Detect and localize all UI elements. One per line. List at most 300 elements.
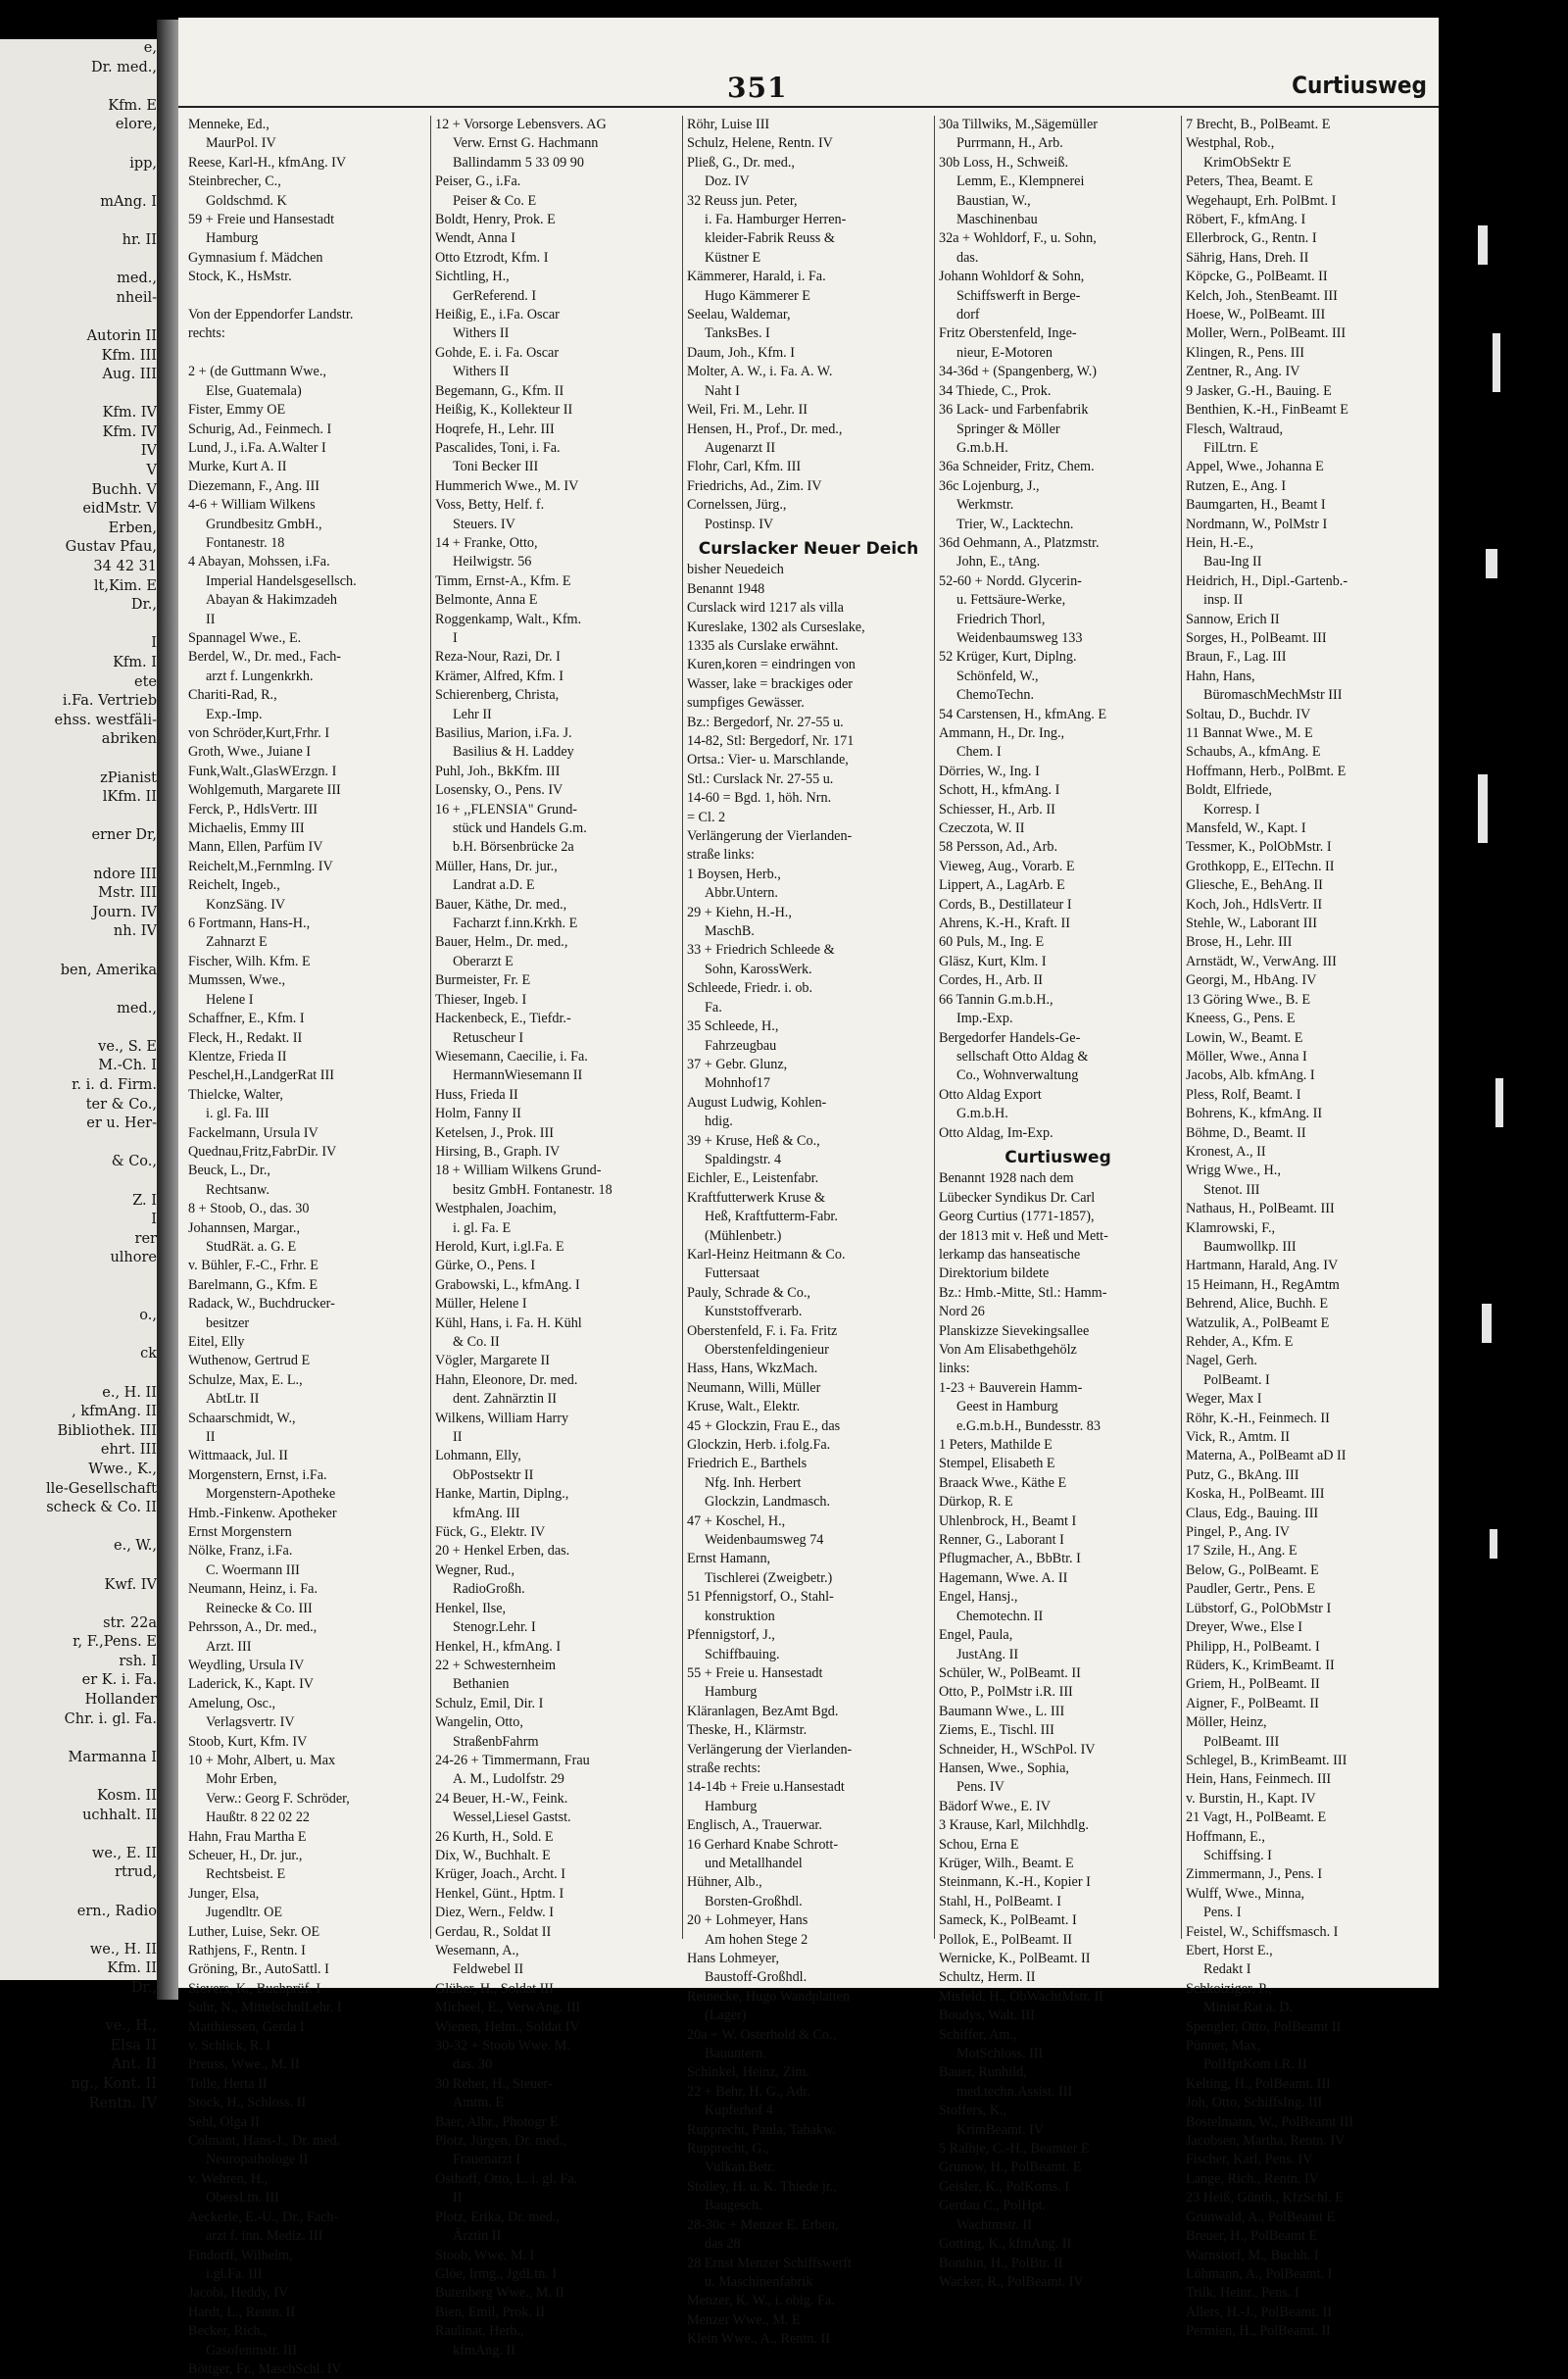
left-page-line: ipp, [129, 155, 157, 172]
entry-continuation: G.m.b.H. [956, 1106, 1008, 1122]
directory-entry: Hoffmann, Herb., PolBmt. E [1186, 763, 1347, 779]
left-page-line: nheil- [116, 289, 157, 306]
directory-entry: Nathaus, H., PolBeamt. III [1186, 1201, 1335, 1217]
directory-entry: Morgenstern, Ernst, i.Fa. [188, 1466, 327, 1483]
left-page-line [0, 1018, 157, 1038]
entry-continuation: Oberstenfeldingenieur [705, 1342, 829, 1358]
directory-entry: Baer, Albr., Photogr E [435, 2113, 559, 2130]
directory-entry: Ortsa.: Vier- u. Marschlande, [687, 752, 849, 768]
entry-continuation: KonzSäng. IV [206, 896, 286, 913]
entry-continuation: Wessel,Liesel Gastst. [453, 1809, 571, 1826]
entry-continuation: Hamburg [705, 1684, 758, 1701]
directory-entry: 30a Tillwiks, M.,Sägemüller [939, 117, 1098, 132]
directory-entry: 14-82, Stl: Bergedorf, Nr. 171 [687, 733, 855, 749]
directory-entry: Kläranlagen, BezAmt Bgd. [687, 1703, 839, 1719]
entry-continuation: med.techn.Assist. III [956, 2083, 1073, 2100]
directory-entry: 4 Abayan, Mohssen, i.Fa. [188, 554, 330, 570]
entry-continuation: e.G.m.b.H., Bundesstr. 83 [956, 1417, 1101, 1434]
entry-continuation: arzt f. inn. Mediz. III [206, 2228, 323, 2245]
directory-entry: 60 Puls, M., Ing. E [939, 934, 1045, 951]
entry-continuation: Weidenbaumsweg 74 [705, 1532, 824, 1549]
entry-continuation: kleider-Fabrik Reuss & [705, 230, 835, 247]
left-page-line [0, 385, 157, 405]
directory-entry: Heißig, K., Kollekteur II [435, 402, 573, 419]
directory-entry: Herold, Kurt, i.gl.Fa. E [435, 1238, 564, 1255]
entry-continuation: Imperial Handelsgesellsch. [206, 572, 357, 589]
directory-entry: 23 Heiß, Günth., KfzSchl. E [1186, 2190, 1344, 2206]
directory-entry: Spannagel Wwe., E. [188, 629, 302, 646]
entry-continuation: PolHptKom i.R. II [1203, 2057, 1307, 2073]
entry-continuation: Rechtsanw. [206, 1181, 270, 1198]
directory-entry: Pfennigstorf, J., [687, 1627, 775, 1644]
directory-entry: 1 Peters, Mathilde E [939, 1437, 1053, 1454]
directory-entry: 10 + Mohr, Albert, u. Max [188, 1752, 336, 1768]
directory-entry: Roggenkamp, Walt., Kfm. [435, 611, 582, 627]
directory-entry: 2 + (de Guttmann Wwe., [188, 364, 326, 380]
directory-entry: Reese, Karl-H., kfmAng. IV [188, 154, 347, 171]
directory-entry: Peters, Thea, Beamt. E [1186, 173, 1313, 190]
left-page-line: er u. Her- [86, 1115, 157, 1132]
directory-entry: 16 + ,,FLENSIA" Grund- [435, 801, 578, 818]
left-page-line: erner Dr, [91, 827, 157, 844]
left-page-line: rer [134, 1230, 157, 1247]
directory-entry: Bohrens, K., kfmAng. II [1186, 1106, 1323, 1122]
directory-entry: 12 + Vorsorge Lebensvers. AG [435, 117, 607, 132]
left-page-line: ehss. westfäli- [54, 712, 157, 728]
directory-entry: Hühner, Alb., [687, 1874, 762, 1891]
directory-entry: Reichelt, Ingeb., [188, 877, 280, 894]
left-page-line: ben, Amerika [60, 962, 157, 978]
directory-entry: v. Burstin, H., Kapt. IV [1186, 1790, 1316, 1807]
directory-entry: Allers, H.-J., PolBeamt. II [1186, 2304, 1332, 2320]
directory-entry: Kämmerer, Harald, i. Fa. [687, 269, 826, 285]
directory-entry: Seelau, Waldemar, [687, 307, 791, 323]
directory-entry: Ellerbrock, G., Rentn. I [1186, 230, 1317, 247]
entry-continuation: Kupferhof 4 [705, 2103, 773, 2119]
directory-entry: Wernicke, K., PolBeamt. II [939, 1951, 1091, 1966]
directory-entry: Braack Wwe., Käthe E [939, 1474, 1067, 1491]
directory-entry: Schierenberg, Christa, [435, 687, 560, 704]
left-page-line: lle-Gesellschaft [46, 1480, 157, 1497]
left-page-line: ehrt. III [100, 1442, 157, 1459]
directory-entry: lerkamp das hanseatische [939, 1246, 1081, 1263]
directory-entry: Wulff, Wwe., Minna, [1186, 1885, 1305, 1902]
directory-entry: Wasser, lake = brackiges oder [687, 675, 853, 692]
entry-continuation: Heilwigstr. 56 [453, 554, 532, 570]
directory-entry: Lübstorf, G., PolObMstr I [1186, 1600, 1332, 1616]
entry-continuation: Abbr.Untern. [705, 885, 778, 902]
directory-entry: 34-36d + (Spangenberg, W.) [939, 364, 1098, 380]
left-page-line: nh. IV [113, 923, 157, 940]
left-page-line [0, 1999, 157, 2018]
directory-entry: Ahrens, K.-H., Kraft. II [939, 916, 1070, 932]
entry-continuation: Withers II [453, 364, 510, 380]
directory-entry: Verlängerung der Vierlanden- [687, 1741, 853, 1758]
directory-entry: Groth, Wwe., Juiane I [188, 744, 312, 761]
entry-continuation: KrimBeamt. IV [956, 2121, 1045, 2138]
left-page-line [0, 980, 157, 1000]
entry-continuation: Facharzt f.inn.Krkh. E [453, 916, 578, 932]
directory-entry: Kelting, H., PolBeamt. III [1186, 2075, 1331, 2092]
directory-entry: Kronest, A., II [1186, 1143, 1266, 1160]
entry-continuation: Baustian, W., [956, 192, 1031, 209]
directory-entry: Wegner, Rud., [435, 1561, 515, 1578]
directory-entry: Wilkens, William Harry [435, 1410, 569, 1426]
directory-entry: 33 + Friedrich Schleede & [687, 942, 835, 959]
directory-entry: Schou, Erna E [939, 1836, 1019, 1853]
directory-entry: Kureslake, 1302 als Curseslake, [687, 619, 865, 635]
left-page-line: med., [117, 271, 157, 287]
entry-continuation: Futtersaat [705, 1265, 760, 1282]
directory-entry: Engel, Paula, [939, 1627, 1013, 1644]
left-page-line: elore, [115, 117, 157, 133]
entry-continuation: Amtm. E [453, 2095, 505, 2111]
directory-entry [188, 287, 426, 306]
directory-entry: Wienen, Helm., Soldat IV [435, 2018, 580, 2035]
directory-entry: Pauly, Schrade & Co., [687, 1284, 810, 1301]
directory-entry: Daum, Joh., Kfm. I [687, 344, 795, 361]
directory-entry: Hanke, Martin, Diplng., [435, 1486, 569, 1503]
directory-entry: Hansen, Wwe., Sophia, [939, 1759, 1069, 1776]
directory-entry: Schlegel, B., KrimBeamt. III [1186, 1752, 1348, 1768]
left-page-line: ndore III [93, 866, 157, 882]
left-page-line [0, 1268, 157, 1288]
directory-entry: links: [939, 1361, 970, 1377]
directory-entry: Griem, H., PolBeamt. II [1186, 1676, 1320, 1693]
left-page-line: Kfm. E [108, 97, 157, 114]
entry-continuation: Heß, Kraftfutterm-Fabr. [705, 1209, 838, 1225]
left-page-line [0, 1134, 157, 1154]
entry-continuation: BüromaschMechMstr III [1203, 687, 1343, 704]
directory-entry: Curslack wird 1217 als villa [687, 600, 844, 617]
directory-entry: Stock, H., Schloss. II [188, 2095, 307, 2111]
directory-entry: 7 Brecht, B., PolBeamt. E [1186, 117, 1331, 132]
directory-entry: 28-30c + Menzer E. Erben, [687, 2216, 839, 2233]
directory-entry: Schultz, Herm. II [939, 1969, 1036, 1986]
entry-continuation: besitzer [206, 1314, 250, 1331]
directory-entry: Boudys, Walt. III [939, 2007, 1035, 2024]
directory-entry: Sievers, K., Buchprüf. I [188, 1980, 321, 1997]
directory-entry: 14 + Franke, Otto, [435, 534, 538, 551]
entry-continuation: Ärztin II [453, 2228, 502, 2245]
entry-continuation: Neuropathologe II [206, 2152, 309, 2168]
directory-entry: Jacobi, Heddy, IV [188, 2285, 289, 2302]
directory-entry: 18 + William Wilkens Grund- [435, 1163, 602, 1179]
directory-entry: Hackenbeck, E., Tiefdr.- [435, 1011, 571, 1027]
directory-entry: Grunow, H., PolBeamt. E [939, 2159, 1082, 2176]
directory-entry: Theske, H., Klärmstr. [687, 1722, 808, 1739]
entry-continuation: (Lager) [705, 2007, 747, 2024]
entry-continuation: Stenogr.Lehr. I [453, 1619, 536, 1636]
entry-continuation: Springer & Möller [956, 421, 1060, 437]
entry-continuation: Stenot. III [1203, 1181, 1260, 1198]
left-page-line [0, 1825, 157, 1845]
page-number: 351 [727, 72, 788, 104]
left-page-line: rsh. I [119, 1653, 157, 1669]
directory-entry: Sannow, Erich II [1186, 611, 1280, 627]
entry-continuation: Morgenstern-Apotheke [206, 1486, 336, 1503]
directory-entry: Fritz Oberstenfeld, Inge- [939, 325, 1077, 342]
directory-entry: Wuthenow, Gertrud E [188, 1353, 311, 1369]
directory-entry: Appel, Wwe., Johanna E [1186, 459, 1324, 475]
directory-entry: Losensky, O., Pens. IV [435, 782, 564, 799]
directory-entry: Ernst Hamann, [687, 1551, 771, 1567]
directory-entry: Heidrich, H., Dipl.-Gartenb.- [1186, 572, 1348, 589]
directory-page [178, 18, 1439, 2377]
left-page-line [0, 1518, 157, 1538]
left-page-line: i.Fa. Vertrieb [62, 693, 157, 710]
entry-continuation: Korresp. I [1203, 801, 1260, 818]
directory-entry: Hensen, H., Prof., Dr. med., [687, 421, 843, 437]
left-page-line: Kwf. IV [104, 1576, 157, 1593]
directory-entry: 59 + Freie und Hansestadt [188, 212, 335, 228]
directory-entry: 58 Persson, Ad., Arb. [939, 839, 1057, 856]
entry-continuation: ObPostsektr II [453, 1466, 534, 1483]
directory-entry: Rathjens, F., Rentn. I [188, 1943, 306, 1958]
entry-continuation: arzt f. Lungenkrkh. [206, 668, 314, 684]
directory-entry: 30b Loss, H., Schweiß. [939, 154, 1069, 171]
left-page-line: abriken [101, 731, 157, 748]
left-page-line: Mstr. III [98, 885, 157, 902]
left-page-line: Dr., [130, 1979, 157, 1996]
directory-entry: Reinecke, Hugo Wandplatten [687, 1988, 851, 2005]
directory-entry: Schkoiziger, P., [1186, 1980, 1272, 1997]
directory-entry: Luther, Luise, Sekr. OE [188, 1923, 320, 1940]
left-page-line: ulhore [110, 1250, 157, 1266]
directory-entry: Fackelmann, Ursula IV [188, 1124, 318, 1141]
directory-entry: Moller, Wern., PolBeamt. III [1186, 325, 1347, 342]
left-page-line: ng., Kont. II [71, 2075, 157, 2092]
edge-mark [1478, 225, 1488, 265]
directory-entry: Thielcke, Walter, [188, 1086, 283, 1103]
column-divider [430, 116, 431, 1939]
directory-entry: 5 Ralhje, C.-H., Beamter E [939, 2141, 1090, 2157]
entry-continuation: u. Fettsäure-Werke, [956, 592, 1066, 609]
entry-continuation: MaurPol. IV [206, 135, 276, 152]
directory-entry: 13 Göring Wwe., B. E [1186, 991, 1311, 1008]
directory-entry: Grabowski, L., kfmAng. I [435, 1276, 580, 1293]
directory-entry: Johannsen, Margar., [188, 1219, 301, 1236]
directory-entry: Wittmaack, Jul. II [188, 1448, 288, 1464]
left-page-line: r. i. d. Firm. [72, 1077, 157, 1094]
directory-entry: Hardt, L., Rentn. II [188, 2304, 296, 2320]
directory-entry: Begemann, G., Kfm. II [435, 382, 564, 399]
entry-continuation: Ballindamm 5 33 09 90 [453, 154, 584, 171]
left-page-line: scheck & Co. II [46, 1500, 157, 1516]
left-page-line: mAng. I [100, 193, 157, 210]
edge-mark [1495, 1078, 1503, 1127]
directory-entry: Kruse, Walt., Elektr. [687, 1399, 801, 1415]
entry-continuation: dorf [956, 307, 980, 323]
entry-continuation: ObersLtn. III [206, 2190, 279, 2206]
left-page-line: zPianist [100, 769, 157, 786]
directory-entry: Pünner, Max, [1186, 2038, 1261, 2055]
directory-entry: Hass, Hans, WkzMach. [687, 1361, 818, 1377]
entry-continuation: Bethanien [453, 1676, 510, 1693]
entry-continuation: Pens. IV [956, 1779, 1004, 1796]
entry-continuation: Doz. IV [705, 173, 750, 190]
directory-entry: Watzulik, A., PolBeamt E [1186, 1314, 1330, 1331]
left-page-line: , kfmAng. II [72, 1404, 157, 1420]
directory-entry: Wegehaupt, Erh. PolBmt. I [1186, 192, 1337, 209]
directory-entry: 32 Reuss jun. Peter, [687, 192, 798, 209]
entry-continuation: HermannWiesemann II [453, 1067, 583, 1084]
directory-entry: = Cl. 2 [687, 809, 726, 825]
directory-entry: Colmant, Hans-J., Dr. med. [188, 2133, 341, 2150]
directory-entry: Ketelsen, J., Prok. III [435, 1124, 554, 1141]
directory-entry: Soltau, D., Buchdr. IV [1186, 706, 1311, 722]
entry-continuation: das. [956, 249, 979, 266]
entry-continuation: II [453, 2190, 463, 2206]
left-page-line: r, F.,Pens. E [73, 1634, 157, 1651]
entry-continuation: sellschaft Otto Aldag & [956, 1048, 1089, 1065]
directory-entry: Bostelmann, W., PolBeamt III [1186, 2113, 1354, 2130]
entry-continuation: Basilius & H. Laddey [453, 744, 574, 761]
directory-entry: Möller, Wwe., Anna I [1186, 1048, 1307, 1065]
left-page-line: Kfm. I [113, 655, 157, 670]
left-page-line: M.-Ch. I [98, 1058, 157, 1074]
entry-continuation: Pens. I [1203, 1905, 1242, 1921]
directory-entry: Sichtling, H., [435, 269, 510, 285]
directory-entry: 32a + Wohldorf, F., u. Sohn, [939, 230, 1097, 247]
column-divider [682, 116, 683, 1939]
directory-entry: Michaelis, Emmy III [188, 820, 305, 837]
street-section-heading: Curtiusweg [1004, 1147, 1111, 1167]
directory-entry: Stehle, W., Laborant III [1186, 916, 1317, 932]
directory-entry: Neumann, Willi, Müller [687, 1379, 821, 1396]
directory-entry: von Schröder,Kurt,Frhr. I [188, 725, 330, 741]
left-page-line [0, 1767, 157, 1787]
directory-entry: Hahn, Hans, [1186, 668, 1255, 684]
directory-entry: Pollok, E., PolBeamt. II [939, 1931, 1072, 1948]
entry-continuation: Minist.Rat a. D. [1203, 2000, 1294, 2016]
left-page-line: V [146, 463, 157, 479]
directory-entry: Rüders, K., KrimBeamt. II [1186, 1657, 1335, 1673]
directory-entry: Stahl, H., PolBeamt. I [939, 1893, 1061, 1909]
directory-entry: Bz.: Bergedorf, Nr. 27-55 u. [687, 714, 844, 730]
left-page-line: ter & Co., [85, 1096, 157, 1113]
directory-entry: Schaarschmidt, W., [188, 1410, 296, 1426]
directory-entry: 4-6 + William Wilkens [188, 497, 316, 514]
left-page-line [0, 1883, 157, 1903]
directory-entry: Krämer, Alfred, Kfm. I [435, 668, 564, 684]
directory-entry: 36d Oehmann, A., Platzmstr. [939, 534, 1100, 551]
directory-entry: Englisch, A., Trauerwar. [687, 1817, 822, 1834]
entry-continuation: Helene I [206, 991, 254, 1008]
entry-continuation: Glockzin, Landmasch. [705, 1494, 831, 1511]
directory-column-4 [939, 116, 1177, 2290]
entry-continuation: Baumwollkp. III [1203, 1238, 1297, 1255]
directory-entry: Trilk, Heinr., Pens. I [1186, 2285, 1299, 2302]
left-page-line: Kfm. IV [102, 405, 157, 421]
directory-entry: Schott, H., kfmAng. I [939, 782, 1060, 799]
directory-entry: Plotz, Erika, Dr. med., [435, 2208, 560, 2225]
directory-entry: Stolley, H. u. K. Thiede jr., [687, 2178, 837, 2195]
entry-continuation: b.H. Börsenbrücke 2a [453, 839, 574, 856]
directory-entry: Berdel, W., Dr. med., Fach- [188, 649, 342, 666]
directory-entry: Schurig, Ad., Feinmech. I [188, 421, 332, 437]
street-section-heading: Curslacker Neuer Deich [698, 538, 919, 559]
directory-entry: Pflugmacher, A., BbBtr. I [939, 1551, 1081, 1567]
entry-continuation: StudRät. a. G. E [206, 1238, 297, 1255]
directory-entry: Dörries, W., Ing. I [939, 763, 1040, 779]
directory-entry: Planskizze Sievekingsallee [939, 1322, 1090, 1339]
left-page-fragment [0, 39, 158, 2111]
directory-entry: Basilius, Marion, i.Fa. J. [435, 725, 572, 741]
directory-entry: Direktorium bildete [939, 1265, 1050, 1282]
directory-entry: Schüler, W., PolBeamt. II [939, 1664, 1081, 1681]
entry-continuation: StraßenbFahrm [453, 1733, 539, 1750]
entry-continuation: Chemotechn. II [956, 1608, 1044, 1624]
entry-continuation: Spaldingstr. 4 [705, 1151, 782, 1167]
directory-entry: Materna, A., PolBeamt aD II [1186, 1448, 1347, 1464]
directory-entry: Schneider, H., WSchPol. IV [939, 1741, 1096, 1758]
directory-entry: Wiesemann, Caecilie, i. Fa. [435, 1048, 588, 1065]
directory-entry: Zimmermann, J., Pens. I [1186, 1866, 1323, 1883]
entry-continuation: konstruktion [705, 1608, 775, 1624]
directory-entry: Müller, Helene I [435, 1296, 527, 1313]
directory-entry: Breuer, H., PolBeamt E [1186, 2228, 1318, 2245]
directory-entry: Hirsing, B., Graph. IV [435, 1143, 561, 1160]
directory-entry: 39 + Kruse, Heß & Co., [687, 1132, 820, 1149]
directory-entry: Weger, Max I [1186, 1391, 1262, 1408]
left-page-line: Hollander [84, 1692, 157, 1709]
directory-entry: Wohlgemuth, Margarete III [188, 782, 341, 799]
directory-entry: Krüger, Wilh., Beamt. E [939, 1855, 1074, 1871]
directory-entry: Engel, Hansj., [939, 1589, 1018, 1606]
directory-entry: Benannt 1928 nach dem [939, 1170, 1074, 1187]
directory-entry: Paudler, Gertr., Pens. E [1186, 1581, 1316, 1598]
directory-entry: Rutzen, E., Ang. I [1186, 477, 1287, 494]
directory-entry: Raulinat, Herb., [435, 2323, 524, 2340]
left-page-line: e., H. II [102, 1384, 157, 1401]
left-page-line: e., W., [114, 1538, 157, 1555]
entry-continuation: Gasofenmstr. III [206, 2342, 297, 2358]
directory-entry: Sameck, K., PolBeamt. I [939, 1912, 1077, 1929]
directory-entry: Nord 26 [939, 1304, 985, 1320]
directory-entry: Nölke, Franz, i.Fa. [188, 1543, 293, 1560]
directory-entry: Koch, Joh., HdlsVertr. II [1186, 896, 1323, 913]
left-page-line: Autorin II [86, 327, 157, 344]
entry-continuation: Hamburg [206, 230, 259, 247]
left-page-line: Kfm. IV [102, 423, 157, 440]
directory-entry: bisher Neuedeich [687, 562, 784, 578]
directory-entry: Cords, B., Destillateur I [939, 896, 1072, 913]
directory-entry: 36a Schneider, Fritz, Chem. [939, 459, 1095, 475]
directory-entry: Karl-Heinz Heitmann & Co. [687, 1246, 846, 1263]
entry-continuation: Exp.-Imp. [206, 706, 263, 722]
directory-entry: Georg Curtius (1771-1857), [939, 1209, 1095, 1225]
directory-column-3 [687, 116, 930, 2348]
directory-entry: Vick, R., Amtm. II [1186, 1429, 1290, 1446]
directory-entry: Benannt 1948 [687, 580, 765, 597]
directory-entry: Lund, J., i.Fa. A.Walter I [188, 439, 326, 456]
left-page-line: rtrud, [115, 1864, 157, 1881]
column-divider [1181, 116, 1182, 1939]
directory-entry: Sährig, Hans, Dreh. II [1186, 249, 1309, 266]
directory-entry: Neumann, Heinz, i. Fa. [188, 1581, 318, 1598]
left-page-line [0, 808, 157, 827]
entry-continuation: Baugesch. [705, 2198, 762, 2214]
directory-entry: Koska, H., PolBeamt. III [1186, 1486, 1325, 1503]
entry-continuation: i. Fa. Hamburger Herren- [705, 212, 847, 228]
entry-continuation: i. gl. Fa. E [453, 1219, 512, 1236]
left-page-line [0, 1557, 157, 1576]
entry-continuation: Schiffswerft in Berge- [956, 287, 1081, 304]
directory-entry: Suhr, N., MittelschulLehr. I [188, 2000, 342, 2016]
directory-entry: Röbert, F., kfmAng. I [1186, 212, 1306, 228]
entry-continuation: PolBeamt. I [1203, 1371, 1270, 1388]
